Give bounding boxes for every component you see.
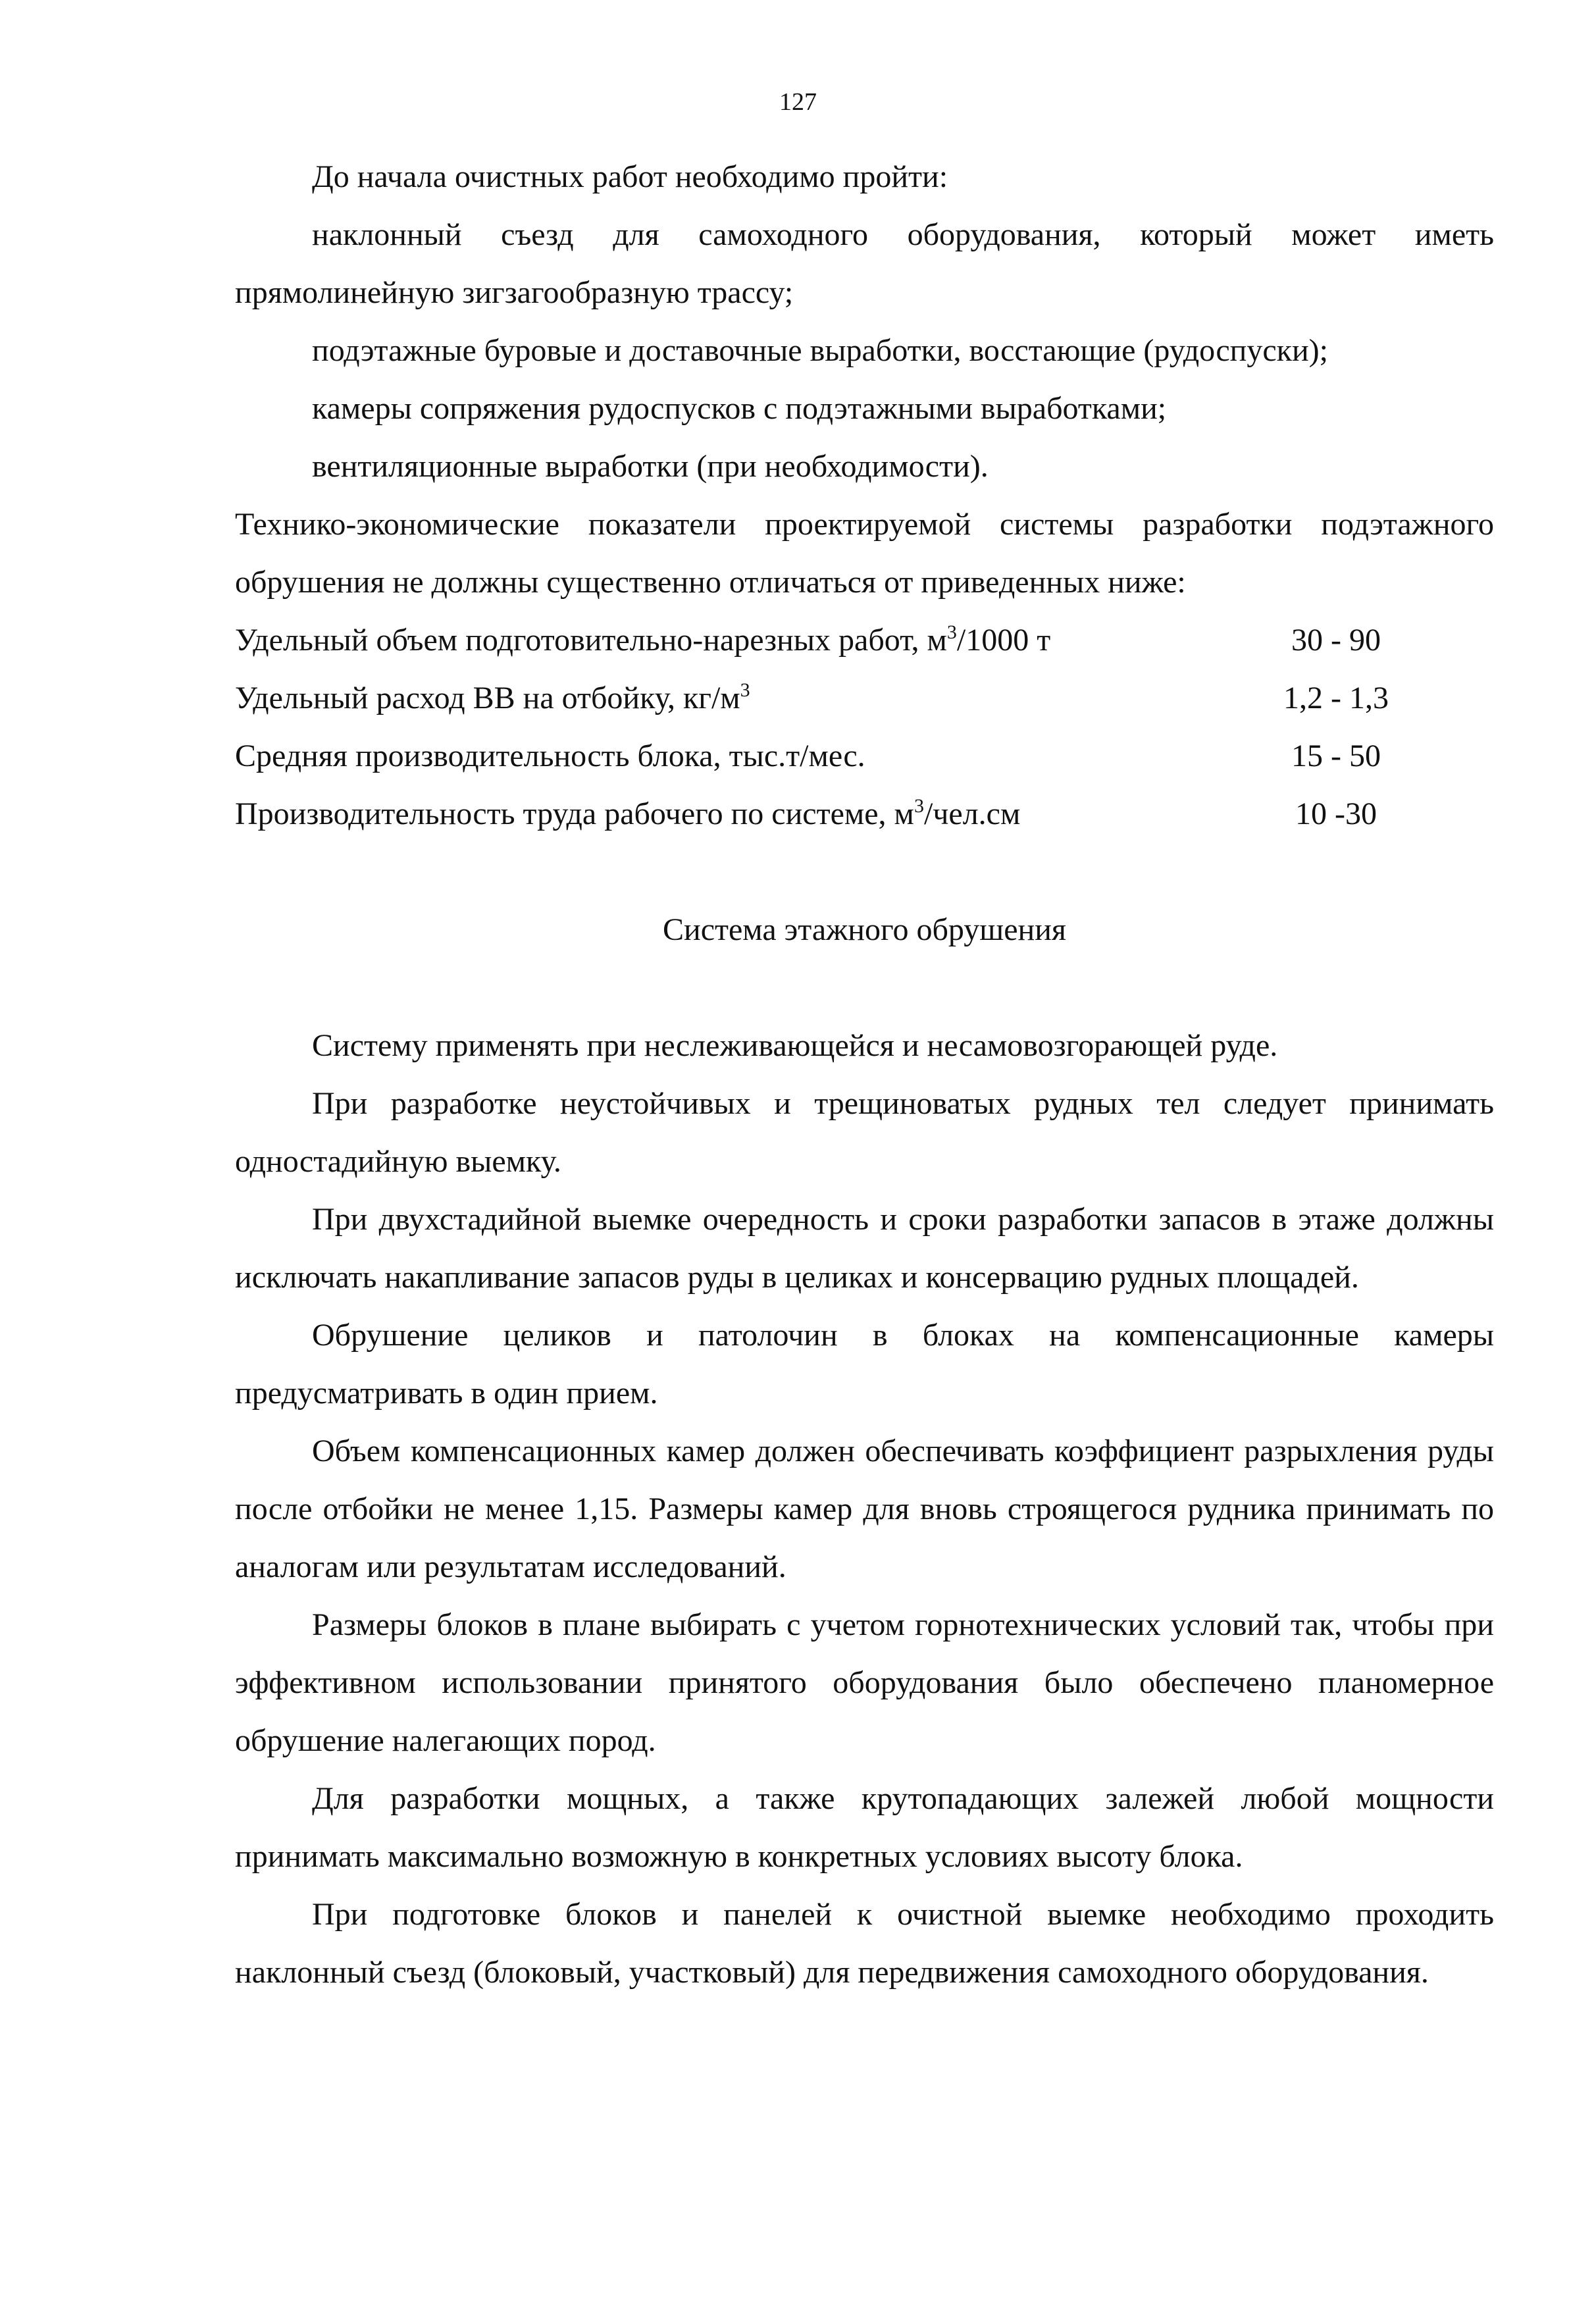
indicator-value: 10 -30 (1295, 796, 1377, 831)
list-item: вентиляционные выработки (при необходимости). (312, 449, 989, 484)
body-paragraph: Размеры блоков в плане выбирать с учетом горнотехнических условий так, чтобы при эффективном использовании принятого оборудования было обеспечено планомерное обрушение налегающих пород. (235, 1607, 1494, 1758)
body-paragraph: Для разработки мощных, а также крутопадающих залежей любой мощности принимать максимально возможную в конкретных условиях высоту блока. (235, 1781, 1494, 1874)
indicator-label: Удельный объем подготовительно-нарезных работ, $м^3/1000$ т (235, 621, 1051, 658)
body-paragraph: При разработке неустойчивых и трещиноватых рудных тел следует принимать одностадийную выемку. (235, 1086, 1494, 1179)
body-paragraph: Обрушение целиков и патолочин в блоках на компенсационные камеры предусматривать в один прием. (235, 1318, 1494, 1410)
indicator-label: Производительность труда рабочего по системе, $м^3/чел.см$ (235, 795, 1021, 831)
indicators-intro-paragraph: Технико-экономические показатели проектируемой системы разработки подэтажного обрушения не должны существенно отличаться от приведенных ниже: (235, 507, 1494, 600)
intro-paragraph: До начала очистных работ необходимо пройти: (312, 159, 948, 194)
section-title: Система этажного обрушения (663, 912, 1066, 947)
page-content (235, 148, 1494, 2002)
section-body (235, 1017, 1494, 2002)
indicator-row (235, 785, 1494, 843)
list-item: наклонный съезд для самоходного оборудования, который может иметь прямолинейную зигзагообразную трассу; (235, 217, 1494, 310)
body-paragraph: Систему применять при неслеживающейся и несамовозгорающей руде. (312, 1028, 1278, 1063)
body-paragraph: При подготовке блоков и панелей к очистной выемке необходимо проходить наклонный съезд (блоковый, участковый) для передвижения самоходного оборудования. (235, 1897, 1494, 1990)
page-number: 127 (779, 88, 817, 116)
list-item: подэтажные буровые и доставочные выработки, восстающие (рудоспуски); (312, 333, 1328, 368)
indicator-row (235, 727, 1494, 785)
list-item: камеры сопряжения рудоспусков с подэтажными выработками; (312, 391, 1167, 426)
indicator-label: Удельный расход ВВ на отбойку, $кг/м^3$ (235, 679, 750, 715)
indicators-table (235, 611, 1494, 843)
indicator-value: 1,2 - 1,3 (1283, 681, 1389, 715)
body-paragraph: Объем компенсационных камер должен обеспечивать коэффициент разрыхления руды после отбойки не менее 1,15. Размеры камер для вновь строящегося рудника принимать по аналогам или результатам исследований. (235, 1434, 1494, 1584)
indicator-row (235, 669, 1494, 727)
prep-list (235, 206, 1494, 496)
superscript: 3 (914, 795, 924, 817)
body-paragraph: При двухстадийной выемке очередность и сроки разработки запасов в этаже должны исключать накапливание запасов руды в целиках и консервацию рудных площадей. (235, 1202, 1494, 1295)
indicator-value: 30 - 90 (1291, 623, 1381, 658)
indicator-label: Средняя производительность блока, тыс.т/мес. (235, 738, 865, 773)
superscript: 3 (740, 679, 750, 701)
indicator-row (235, 611, 1494, 669)
indicator-value: 15 - 50 (1291, 738, 1381, 773)
superscript: 3 (946, 621, 957, 643)
